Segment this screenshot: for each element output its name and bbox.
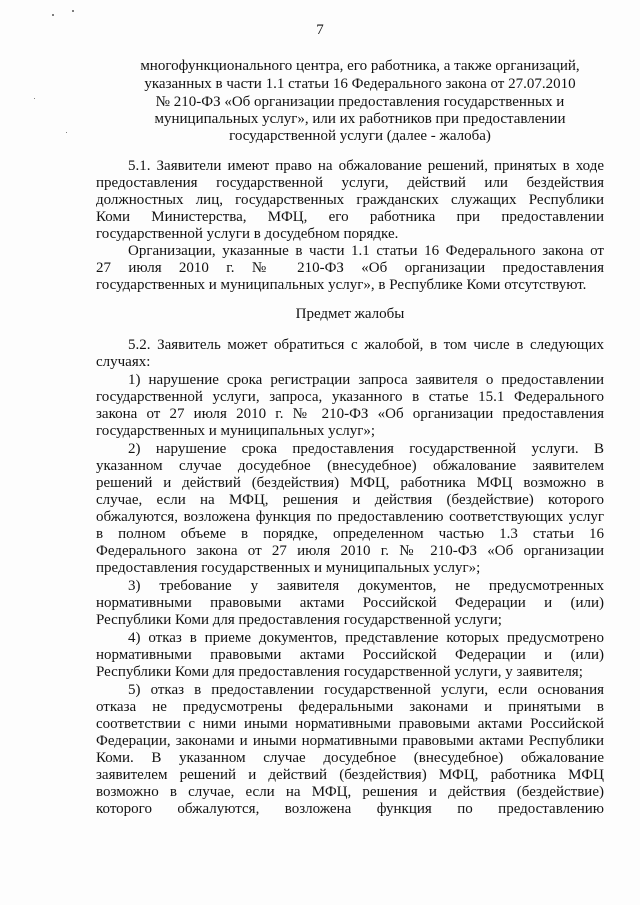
list-item-line: Федерального закона от 27 июля 2010 г. № 210-ФЗ «Об организации (96, 543, 604, 559)
list-item-line: нормативными правовыми актами Российской Федерации и (или) (96, 647, 604, 663)
paragraph-line: должностных лиц, государственных гражданских служащих Республики (96, 192, 604, 208)
header-line: муниципальных услуг», или их работников при предоставлении (154, 111, 566, 127)
list-item-line: 1) нарушение срока регистрации запроса заявителя о предоставлении (128, 372, 604, 388)
header-line: государственной услуги (далее - жалоба) (229, 128, 491, 144)
list-item-line: государственных и муниципальных услуг»; (96, 423, 376, 439)
list-item-line: Федерации, законами и иными нормативными правовыми актами Республики (96, 733, 604, 749)
list-item-line: 3) требование у заявителя документов, не предусмотренных (128, 578, 604, 594)
list-item-line: решений и действий (бездействия) МФЦ, работника МФЦ возможно в (96, 475, 604, 491)
paragraph-line: государственных и муниципальных услуг», в Республике Коми отсутствуют. (96, 277, 587, 293)
page-number: 7 (316, 22, 324, 38)
list-item-line: соответствии с ними иными нормативными правовыми актами Российской (96, 716, 604, 732)
list-item-line: указанном случае досудебное (внесудебное) обжалование заявителем (96, 458, 604, 474)
paragraph-line: государственной услуги в досудебном порядке. (96, 226, 399, 242)
list-item-line: 2) нарушение срока предоставления государственной услуги. В (128, 441, 604, 457)
list-item-line: которого обжалуются, возложена функция по предоставлению (96, 801, 604, 817)
scan-speck (66, 132, 67, 133)
paragraph-line: Организации, указанные в части 1.1 статьи 16 Федерального закона от (128, 243, 604, 259)
scan-speck (52, 14, 54, 16)
scan-speck (34, 98, 35, 99)
list-item-line: возможно в случае, если на МФЦ, решения и действия (бездействие) (96, 784, 604, 800)
list-item-line: государственной услуги, запроса, указанного в статье 15.1 Федерального (96, 389, 604, 405)
section-heading: Предмет жалобы (295, 306, 405, 322)
list-item-line: Республики Коми для предоставления государственной услуги, у заявителя; (96, 664, 583, 680)
list-item-line: Республики Коми для предоставления государственной услуги; (96, 612, 502, 628)
list-item-line: отказа не предусмотрены федеральными законами и принятыми в (96, 699, 604, 715)
list-item-line: в полном объеме в порядке, определенном частью 1.3 статьи 16 (96, 526, 604, 542)
paragraph-line: предоставления государственной услуги, действий или бездействия (96, 175, 604, 191)
list-item-line: заявителем решений и действий (бездействия) МФЦ, работника МФЦ (96, 767, 604, 783)
list-item-line: 4) отказ в приеме документов, представление которых предусмотрено (128, 630, 604, 646)
list-item-line: обжалуются, возложена функция по предоставлению соответствующих услуг (96, 509, 604, 525)
paragraph-line: 5.2. Заявитель может обратиться с жалобой, в том числе в следующих (128, 337, 604, 353)
list-item-line: 5) отказ в предоставлении государственной услуги, если основания (128, 682, 604, 698)
paragraph-line: 5.1. Заявители имеют право на обжалование решений, принятых в ходе (128, 158, 604, 174)
list-item-line: нормативными правовыми актами Российской Федерации и (или) (96, 595, 604, 611)
header-line: № 210-ФЗ «Об организации предоставления государственных и (155, 94, 565, 110)
list-item-line: предоставления государственных и муниципальных услуг»; (96, 560, 481, 576)
scan-speck (72, 10, 74, 12)
paragraph-line: случаях: (96, 354, 151, 370)
header-line: многофункционального центра, его работника, а также организаций, (140, 58, 580, 74)
list-item-line: случае, если на МФЦ, решения и действия (бездействие) которого (96, 492, 604, 508)
list-item-line: закона от 27 июля 2010 г. № 210-ФЗ «Об организации предоставления (96, 406, 604, 422)
paragraph-line: Коми Министерства, МФЦ, его работника при предоставлении (96, 209, 604, 225)
paragraph-line: 27 июля 2010 г. № 210-ФЗ «Об организации предоставления (96, 260, 604, 276)
list-item-line: Коми. В указанном случае досудебное (внесудебное) обжалование (96, 750, 604, 766)
header-line: указанных в части 1.1 статьи 16 Федерального закона от 27.07.2010 (144, 76, 576, 92)
